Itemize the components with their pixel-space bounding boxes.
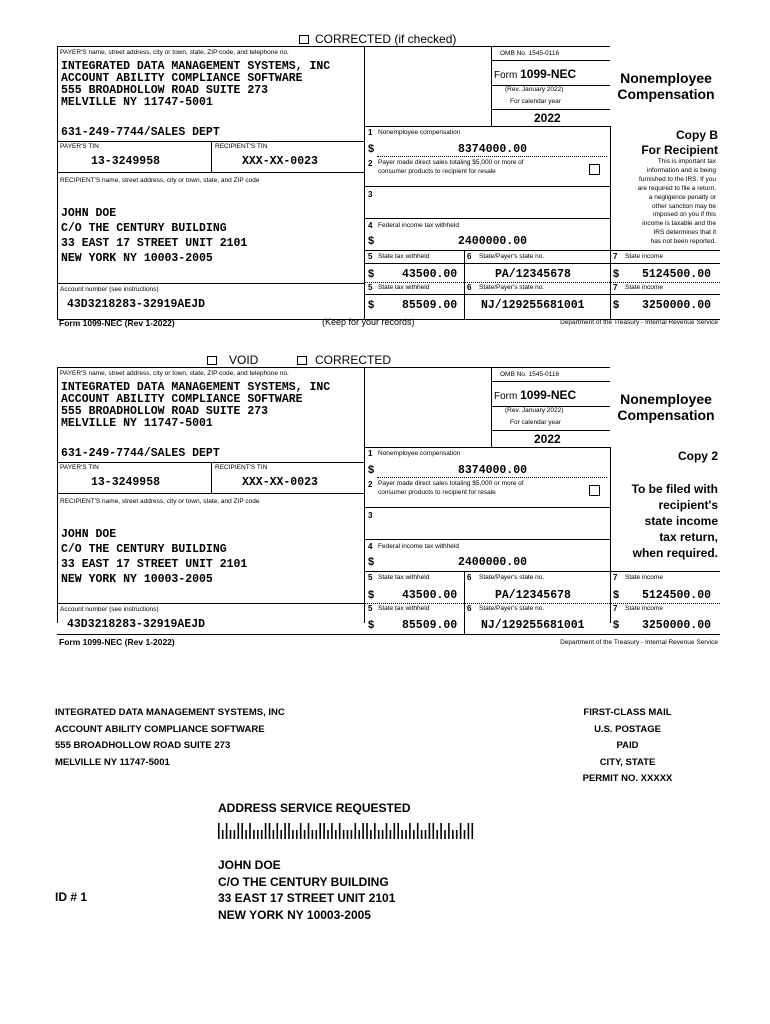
box4-label: Federal income tax withheld <box>378 543 459 550</box>
dollar-sign: $ <box>368 589 375 601</box>
account-label: Account number (see instructions) <box>60 286 159 293</box>
barcode-bar <box>460 823 462 839</box>
form-footer: Form 1099-NEC (Rev 1-2022) <box>59 318 175 328</box>
barcode-bar <box>323 823 325 839</box>
box5-number: 5 <box>368 252 373 261</box>
box4-number: 4 <box>368 221 373 230</box>
recipient-line: C/O THE CENTURY BUILDING <box>61 222 227 235</box>
form-title: Nonemployee Compensation <box>617 70 715 102</box>
barcode-bar <box>234 830 236 839</box>
mailer-id: ID # 1 <box>55 890 88 904</box>
copy-title: Copy B <box>676 128 718 142</box>
box6-label: State/Payer's state no. <box>479 605 545 612</box>
box1-number: 1 <box>368 128 373 137</box>
payer-line: INTEGRATED DATA MANAGEMENT SYSTEMS, INC <box>61 381 331 394</box>
copy-b-form <box>57 30 720 330</box>
barcode-bar <box>296 830 298 839</box>
recipient-tin-label: RECIPIENT'S TIN <box>215 143 268 150</box>
box5-number: 5 <box>368 283 373 292</box>
recipient-label: RECIPIENT'S name, street address, city or town, state, and ZIP code <box>60 498 260 505</box>
dollar-sign: $ <box>613 619 620 631</box>
box1-value: 8374000.00 <box>458 464 528 477</box>
box5-number: 5 <box>368 573 373 582</box>
recipient-line: JOHN DOE <box>61 207 117 220</box>
box2-checkbox[interactable] <box>589 164 600 175</box>
barcode-bar <box>339 823 341 839</box>
box2-number: 2 <box>368 480 373 489</box>
box5-label: State tax withheld <box>378 284 430 291</box>
dollar-sign: $ <box>613 268 620 280</box>
payer-line: 555 BROADHOLLOW ROAD SUITE 273 <box>61 405 269 418</box>
box7-label: State income <box>625 605 663 612</box>
barcode-bar <box>386 823 388 839</box>
payer-line: INTEGRATED DATA MANAGEMENT SYSTEMS, INC <box>61 60 331 73</box>
box6-value: NJ/129255681001 <box>481 299 585 312</box>
payer-label: PAYER'S name, street address, city or town, state, ZIP code, and telephone no. <box>60 370 289 377</box>
payer-tin: 13-3249958 <box>91 476 161 489</box>
void-checkbox[interactable] <box>207 356 217 365</box>
recipient-line: JOHN DOE <box>61 528 117 541</box>
barcode-bar <box>241 823 243 839</box>
barcode-bar <box>269 823 271 839</box>
payer-line: ACCOUNT ABILITY COMPLIANCE SOFTWARE <box>61 393 303 406</box>
barcode-bar <box>413 830 415 839</box>
box3-number: 3 <box>368 190 373 199</box>
barcode-bar <box>316 830 318 839</box>
barcode-bar <box>366 823 368 839</box>
barcode-bar <box>312 830 314 839</box>
box5-value: 43500.00 <box>402 589 458 602</box>
box7-label: State income <box>625 284 663 291</box>
barcode-bar <box>374 823 376 839</box>
notice-text: This is important tax information and is being furnished to the IRS. If you are required to file a return, a negligence penalty or other sanction may be imposed on you if this income is taxable and the IRS determines that it has not been reported. <box>637 158 716 246</box>
box7-number: 7 <box>613 573 618 582</box>
barcode-bar <box>308 823 310 839</box>
recipient-line: 33 EAST 17 STREET UNIT 2101 <box>61 558 248 571</box>
calendar-year-label: For calendar year <box>510 419 561 426</box>
copy-title: Copy 2 <box>677 449 718 463</box>
box6-number: 6 <box>467 604 472 613</box>
recipient-tin: XXX-XX-0023 <box>242 155 318 168</box>
recipient-label: RECIPIENT'S name, street address, city or town, state, and ZIP code <box>60 177 260 184</box>
box7-number: 7 <box>613 604 618 613</box>
payer-line: MELVILLE NY 11747-5001 <box>61 417 213 430</box>
barcode-bar <box>238 823 240 839</box>
box2-label: consumer products to recipient for resale <box>378 489 496 496</box>
barcode-bar <box>335 830 337 839</box>
barcode-bar <box>452 830 454 839</box>
account-number: 43D3218283-32919AEJD <box>67 618 206 631</box>
barcode-bar <box>394 823 396 839</box>
box2-checkbox[interactable] <box>589 485 600 496</box>
dollar-sign: $ <box>613 589 620 601</box>
barcode-bar <box>370 830 372 839</box>
barcode-bar <box>304 830 306 839</box>
barcode-bar <box>472 823 474 839</box>
barcode-bar <box>456 830 458 839</box>
payer-phone: 631-249-7744/SALES DEPT <box>61 126 220 139</box>
barcode-bar <box>222 830 224 839</box>
box4-value: 2400000.00 <box>458 556 528 569</box>
treasury-footer: Department of the Treasury - Internal Revenue Service <box>560 639 718 646</box>
box5-value: 85509.00 <box>402 299 458 312</box>
box7-value: 5124500.00 <box>642 268 712 281</box>
treasury-footer: Department of the Treasury - Internal Revenue Service <box>560 319 718 326</box>
payer-tin: 13-3249958 <box>91 155 161 168</box>
payer-label: PAYER'S name, street address, city or town, state, ZIP code, and telephone no. <box>60 49 289 56</box>
recipient-line: C/O THE CENTURY BUILDING <box>61 543 227 556</box>
box6-value: PA/12345678 <box>495 589 571 602</box>
dollar-sign: $ <box>368 464 375 476</box>
box5-label: State tax withheld <box>378 253 430 260</box>
copy-2-instructions: To be filed with recipient's state income tax return, when required. <box>631 482 718 560</box>
payer-line: 555 BROADHOLLOW ROAD SUITE 273 <box>61 84 269 97</box>
keep-records-note: (Keep for your records) <box>322 317 415 327</box>
barcode-bar <box>245 830 247 839</box>
void-caption: VOID <box>229 353 259 367</box>
barcode-bar <box>226 823 228 839</box>
payer-phone: 631-249-7744/SALES DEPT <box>61 447 220 460</box>
box1-number: 1 <box>368 449 373 458</box>
barcode-bar <box>409 823 411 839</box>
form-revision: (Rev. January 2022) <box>505 86 564 93</box>
box5-number: 5 <box>368 604 373 613</box>
box1-label: Nonemployee compensation <box>378 450 461 457</box>
box3-number: 3 <box>368 511 373 520</box>
corrected-caption: CORRECTED <box>315 353 392 367</box>
box7-number: 7 <box>613 252 618 261</box>
dollar-sign: $ <box>368 268 375 280</box>
barcode-bar <box>280 830 282 839</box>
recipient-line: NEW YORK NY 10003-2005 <box>61 573 213 586</box>
form-name: Form 1099-NEC <box>494 67 577 81</box>
barcode-bar <box>292 830 294 839</box>
sender-address: INTEGRATED DATA MANAGEMENT SYSTEMS, INC ACCOUNT ABILITY COMPLIANCE SOFTWARE 555 BROADHOLLOW ROAD SUITE 273 MELVILLE NY 11747-5001 <box>55 707 285 768</box>
box5-label: State tax withheld <box>378 605 430 612</box>
barcode-bar <box>351 830 353 839</box>
barcode-bar <box>382 830 384 839</box>
copy-2-form <box>57 351 720 651</box>
payer-tin-label: PAYER'S TIN <box>60 464 99 471</box>
box6-label: State/Payer's state no. <box>479 253 545 260</box>
barcode-bar <box>378 830 380 839</box>
barcode-bar <box>331 823 333 839</box>
box7-value: 5124500.00 <box>642 589 712 602</box>
barcode-bar <box>390 830 392 839</box>
dollar-sign: $ <box>368 143 375 155</box>
box6-value: NJ/129255681001 <box>481 619 585 632</box>
box5-value: 85509.00 <box>402 619 458 632</box>
box7-value: 3250000.00 <box>642 299 712 312</box>
barcode-bar <box>300 823 302 839</box>
barcode-bar <box>288 823 290 839</box>
dollar-sign: $ <box>368 235 375 247</box>
barcode-bar <box>397 823 399 839</box>
barcode-bar <box>401 830 403 839</box>
dollar-sign: $ <box>368 299 375 311</box>
barcode-bar <box>448 823 450 839</box>
form-name: Form 1099-NEC <box>494 388 577 402</box>
box6-number: 6 <box>467 283 472 292</box>
tax-year: 2022 <box>534 111 561 125</box>
corrected-caption: CORRECTED (if checked) <box>315 32 457 46</box>
box2-label: Payer made direct sales totaling $5,000 or more of <box>378 480 524 487</box>
barcode-bar <box>230 830 232 839</box>
account-number: 43D3218283-32919AEJD <box>67 298 206 311</box>
payer-line: ACCOUNT ABILITY COMPLIANCE SOFTWARE <box>61 72 303 85</box>
box7-value: 3250000.00 <box>642 619 712 632</box>
barcode-bar <box>284 823 286 839</box>
barcode-bar <box>436 830 438 839</box>
barcode-bar <box>464 830 466 839</box>
barcode-bar <box>433 823 435 839</box>
box6-number: 6 <box>467 252 472 261</box>
box4-value: 2400000.00 <box>458 235 528 248</box>
recipient-line: NEW YORK NY 10003-2005 <box>61 252 213 265</box>
barcode-bar <box>327 830 329 839</box>
barcode-bar <box>355 823 357 839</box>
barcode-bar <box>444 830 446 839</box>
barcode-bar <box>429 823 431 839</box>
recipient-line: 33 EAST 17 STREET UNIT 2101 <box>61 237 248 250</box>
barcode-bar <box>405 830 407 839</box>
box6-number: 6 <box>467 573 472 582</box>
box5-label: State tax withheld <box>378 574 430 581</box>
recipient-mailing-address: JOHN DOE C/O THE CENTURY BUILDING 33 EAST 17 STREET UNIT 2101 NEW YORK NY 10003-2005 <box>218 858 396 922</box>
box6-label: State/Payer's state no. <box>479 284 545 291</box>
calendar-year-label: For calendar year <box>510 98 561 105</box>
barcode-bar <box>347 830 349 839</box>
omb-number: OMB No. 1545-0116 <box>500 371 560 378</box>
barcode-bar <box>261 830 263 839</box>
barcode-bar <box>362 823 364 839</box>
copy-subtitle: For Recipient <box>641 143 718 157</box>
payer-tin-label: PAYER'S TIN <box>60 143 99 150</box>
barcode-bar <box>421 830 423 839</box>
account-label: Account number (see instructions) <box>60 606 159 613</box>
payer-line: MELVILLE NY 11747-5001 <box>61 96 213 109</box>
address-service-requested: ADDRESS SERVICE REQUESTED <box>218 801 411 815</box>
form-title: Nonemployee Compensation <box>617 391 715 423</box>
barcode-bar <box>319 823 321 839</box>
barcode-bar <box>253 830 255 839</box>
box1-label: Nonemployee compensation <box>378 129 461 136</box>
tax-year: 2022 <box>534 432 561 446</box>
barcode-bar <box>425 830 427 839</box>
barcode-bar <box>417 823 419 839</box>
box4-label: Federal income tax withheld <box>378 222 459 229</box>
barcode-bar <box>277 823 279 839</box>
barcode-bar <box>273 830 275 839</box>
corrected-checkbox[interactable] <box>297 356 307 365</box>
corrected-checkbox[interactable] <box>299 35 309 44</box>
barcode-bar <box>343 830 345 839</box>
form-footer: Form 1099-NEC (Rev 1-2022) <box>59 637 175 647</box>
postage-indicia: FIRST-CLASS MAIL U.S. POSTAGE PAID CITY, STATE PERMIT NO. XXXXX <box>582 707 673 784</box>
barcode-bar <box>358 830 360 839</box>
box5-value: 43500.00 <box>402 268 458 281</box>
barcode-bar <box>468 823 470 839</box>
box6-value: PA/12345678 <box>495 268 571 281</box>
box7-label: State income <box>625 574 663 581</box>
box6-label: State/Payer's state no. <box>479 574 545 581</box>
barcode-bar <box>265 823 267 839</box>
barcode-bar <box>257 830 259 839</box>
box7-label: State income <box>625 253 663 260</box>
recipient-tin-label: RECIPIENT'S TIN <box>215 464 268 471</box>
barcode-bar <box>218 823 220 839</box>
dollar-sign: $ <box>368 619 375 631</box>
box2-label: Payer made direct sales totaling $5,000 or more of <box>378 159 524 166</box>
omb-number: OMB No. 1545-0116 <box>500 50 560 57</box>
dollar-sign: $ <box>613 299 620 311</box>
postal-barcode-icon <box>218 823 478 839</box>
box7-number: 7 <box>613 283 618 292</box>
box2-label: consumer products to recipient for resale <box>378 168 496 175</box>
box4-number: 4 <box>368 542 373 551</box>
recipient-tin: XXX-XX-0023 <box>242 476 318 489</box>
dollar-sign: $ <box>368 556 375 568</box>
box1-value: 8374000.00 <box>458 143 528 156</box>
barcode-bar <box>249 823 251 839</box>
barcode-bar <box>440 823 442 839</box>
box2-number: 2 <box>368 159 373 168</box>
form-revision: (Rev. January 2022) <box>505 407 564 414</box>
